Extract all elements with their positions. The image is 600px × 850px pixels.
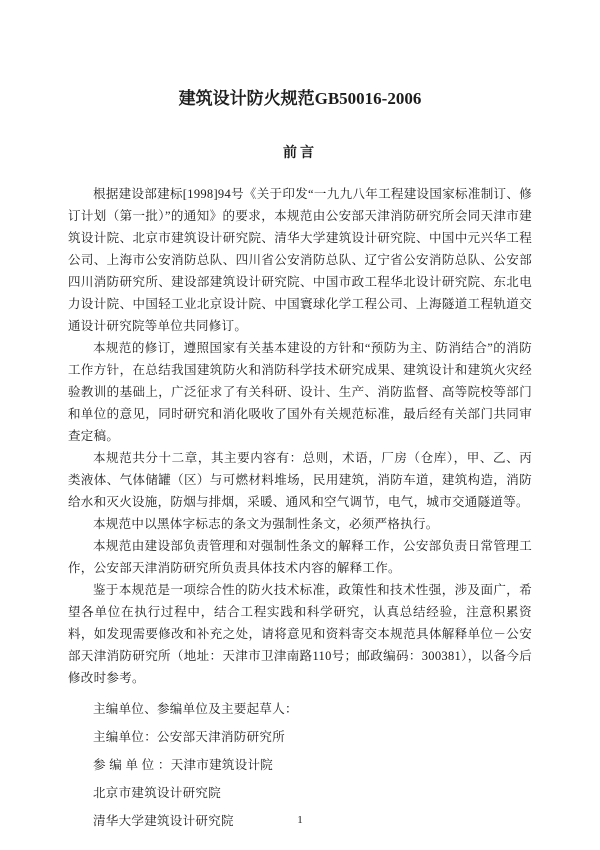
document-body (68, 183, 532, 689)
page-number: 1 (297, 814, 303, 826)
credit-line-2: 主编单位：公安部天津消防研究所 (93, 730, 286, 744)
credit-line-3: 参 编 单 位 ：天津市建筑设计院 (93, 758, 274, 772)
paragraph-3: 本规范共分十二章，其主要内容有：总则，术语，厂房（仓库），甲、乙、丙类液体、气体储罐（区）与可燃材料堆场，民用建筑，消防车道，建筑构造，消防给水和灭火设施，防烟与排烟，采暖、通风和空气调节，电气，城市交通隧道等。 (68, 451, 532, 509)
credit-line-5: 清华大学建筑设计研究院 (93, 814, 234, 828)
paragraph-2: 本规范的修订，遵照国家有关基本建设的方针和“预防为主、防消结合”的消防工作方针，在总结我国建筑防火和消防科学技术研究成果、建筑设计和建筑火灾经验教训的基础上，广泛征求了有关科研、设计、生产、消防监督、高等院校等部门和单位的意见，同时研究和消化吸收了国外有关规范标准，最后经有关部门共同审查定稿。 (68, 341, 532, 443)
credit-line-1: 主编单位、参编单位及主要起草人： (93, 702, 298, 716)
section-heading: 前言 (283, 146, 317, 161)
paragraph-6: 鉴于本规范是一项综合性的防火技术标准，政策性和技术性强，涉及面广，希望各单位在执行过程中，结合工程实践和科学研究，认真总结经验，注意积累资料，如发现需要修改和补充之处，请将意见和资料寄交本规范具体解释单位－公安部天津消防研究所（地址：天津市卫津南路110号；邮政编码：300381），以备今后修改时参考。 (68, 583, 532, 685)
paragraph-5: 本规范由建设部负责管理和对强制性条文的解释工作，公安部负责日常管理工作，公安部天津消防研究所负责具体技术内容的解释工作。 (68, 539, 532, 575)
paragraph-1: 根据建设部建标[1998]94号《关于印发“一九九八年工程建设国家标准制订、修订计划（第一批）”的通知》的要求，本规范由公安部天津消防研究所会同天津市建筑设计院、北京市建筑设计研究院、清华大学建筑设计研究院、中国中元兴华工程公司、上海市公安消防总队、四川省公安消防总队、辽宁省公安消防总队、公安部四川消防研究所、建设部建筑设计研究院、中国市政工程华北设计研究院、东北电力设计院、中国轻工业北京设计院、中国寰球化学工程公司、上海隧道工程轨道交通设计研究院等单位共同修订。 (68, 187, 532, 333)
credit-line-4: 北京市建筑设计研究院 (93, 786, 222, 800)
paragraph-4: 本规范中以黑体字标志的条文为强制性条文，必须严格执行。 (93, 517, 439, 531)
document-title: 建筑设计防火规范GB50016-2006 (178, 89, 422, 108)
